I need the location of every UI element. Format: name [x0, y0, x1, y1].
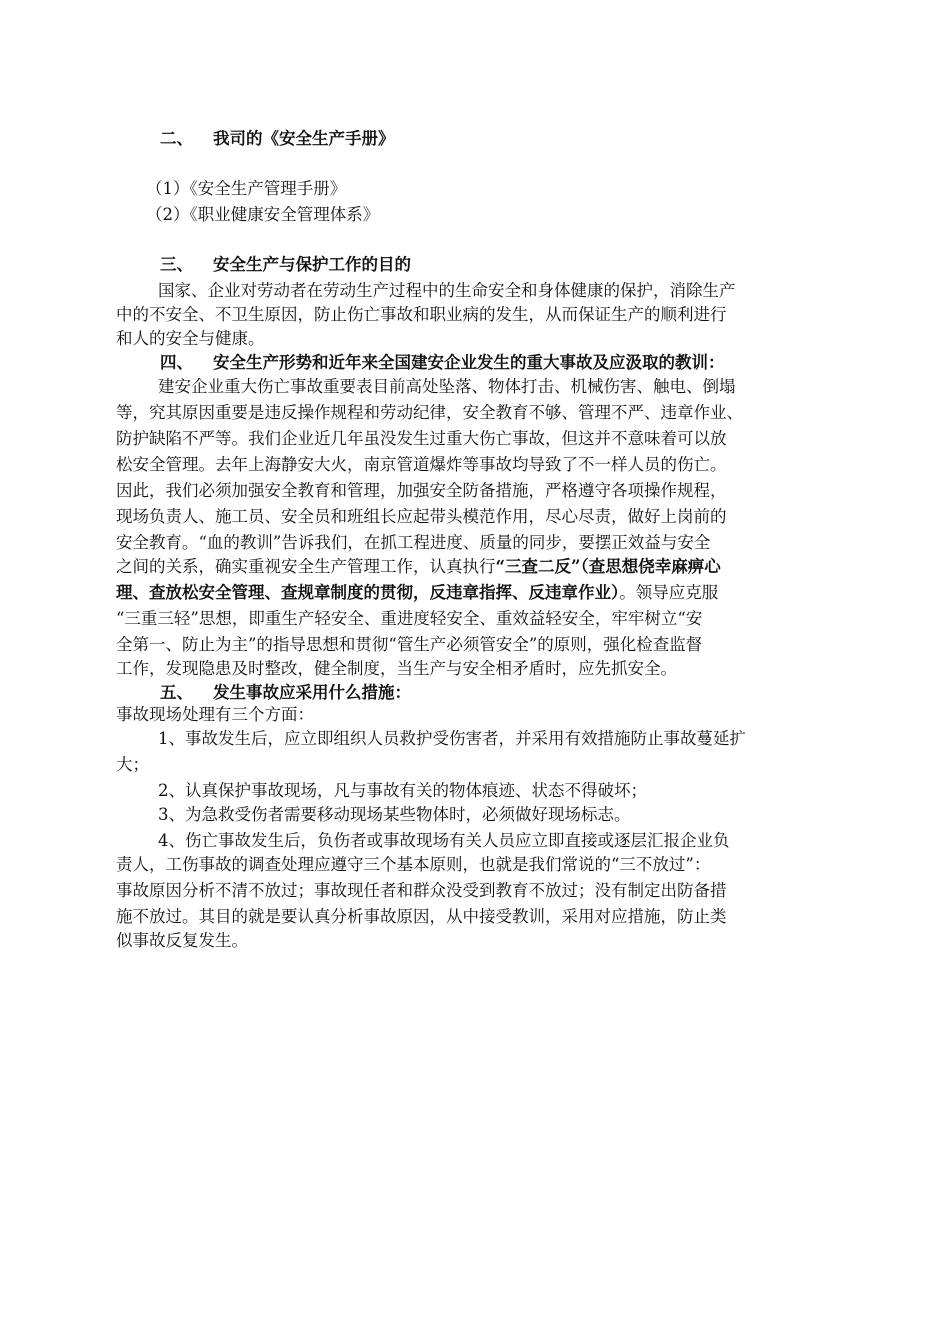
section-4-line-9	[116, 580, 718, 606]
three-checks-two-opposes: “三查二反”（查思想侥幸麻痹心	[495, 557, 721, 576]
section-4-line-6: 现场负责人、施工员、安全员和班组长应起带头模范作用，尽心尽责，做好上岗前的	[116, 507, 727, 526]
section-5-line-3: 2、认真保护事故现场，凡与事故有关的物体痕迹、状态不得破坏；	[158, 781, 647, 800]
section-4-heading	[160, 350, 725, 376]
section-4-number: 四、	[160, 353, 193, 372]
section-3-heading	[160, 252, 411, 278]
section-2-item-1: （1）《安全生产管理手册》	[146, 179, 347, 198]
section-2-title: 我司的《安全生产手册》	[213, 129, 395, 148]
section-5-line-7: 事故原因分析不清不放过；事故现任者和群众没受到教育不放过；没有制定出防备措	[116, 881, 727, 900]
section-4-line-2: 等，究其原因重要是违反操作规程和劳动纪律，安全教育不够、管理不严、违章作业、	[116, 403, 743, 422]
section-4-line-11: 全第一、防止为主”的指导思想和贯彻“管生产必须管安全”的原则，强化检查监督	[116, 635, 703, 654]
section-4-line-8-text: 之间的关系，确实重视安全生产管理工作，认真执行	[116, 557, 496, 576]
section-3-line-3: 和人的安全与健康。	[116, 329, 265, 348]
section-2-item-2: （2）《职业健康安全管理体系》	[146, 205, 380, 224]
section-5-line-9: 似事故反复发生。	[116, 931, 248, 950]
section-4-line-3: 防护缺陷不严等。我们企业近几年虽没发生过重大伤亡事故，但这并不意味着可以放	[116, 429, 727, 448]
section-4-line-12: 工作，发现隐患及时整改，健全制度，当生产与安全相矛盾时，应先抓安全。	[116, 659, 677, 678]
section-5-line-1: 1、事故发生后，应立即组织人员救护受伤害者，并采用有效措施防止事故蔓延扩	[158, 729, 746, 748]
section-5-line-2: 大；	[116, 755, 149, 774]
section-5-line-5: 4、伤亡事故发生后，负伤者或事故现场有关人员应立即直接或逐层汇报企业负	[158, 831, 730, 850]
section-2-heading	[160, 126, 395, 152]
section-4-line-9-tail: 。领导应克服	[619, 583, 719, 602]
three-checks-detail: 理、查放松安全管理、查规章制度的贯彻，反违章指挥、反违章作业）	[116, 583, 620, 602]
section-5-number: 五、	[160, 683, 193, 702]
section-3-number: 三、	[160, 255, 193, 274]
section-4-line-5: 因此，我们必须加强安全教育和管理，加强安全防备措施，严格遵守各项操作规程，	[116, 481, 727, 500]
section-5-title: 发生事故应采用什么措施：	[213, 683, 411, 702]
section-5-intro: 事故现场处理有三个方面：	[116, 705, 314, 724]
section-3-title: 安全生产与保护工作的目的	[213, 255, 411, 274]
section-4-line-8	[116, 554, 721, 580]
section-5-line-8: 施不放过。其目的就是要认真分析事故原因，从中接受教训，采用对应措施，防止类	[116, 907, 727, 926]
section-2-number: 二、	[160, 129, 193, 148]
section-4-line-1: 建安企业重大伤亡事故重要表目前高处坠落、物体打击、机械伤害、触电、倒塌	[158, 377, 736, 396]
section-4-line-10: “三重三轻”思想，即重生产轻安全、重进度轻安全、重效益轻安全，牢牢树立“安	[116, 609, 703, 628]
section-5-line-4: 3、为急救受伤者需要移动现场某些物体时，必须做好现场标志。	[158, 805, 631, 824]
section-4-title: 安全生产形势和近年来全国建安企业发生的重大事故及应汲取的教训：	[213, 353, 725, 372]
section-5-line-6: 责人，工伤事故的调查处理应遵守三个基本原则，也就是我们常说的“三不放过”：	[116, 855, 711, 874]
section-3-line-1: 国家、企业对劳动者在劳动生产过程中的生命安全和身体健康的保护，消除生产	[158, 281, 736, 300]
section-4-line-4: 松安全管理。去年上海静安大火，南京管道爆炸等事故均导致了不一样人员的伤亡。	[116, 455, 727, 474]
section-4-line-7: 安全教育。“血的教训”告诉我们，在抓工程进度、质量的同步，要摆正效益与安全	[116, 533, 711, 552]
section-3-line-2: 中的不安全、不卫生原因，防止伤亡事故和职业病的发生，从而保证生产的顺利进行	[116, 305, 727, 324]
